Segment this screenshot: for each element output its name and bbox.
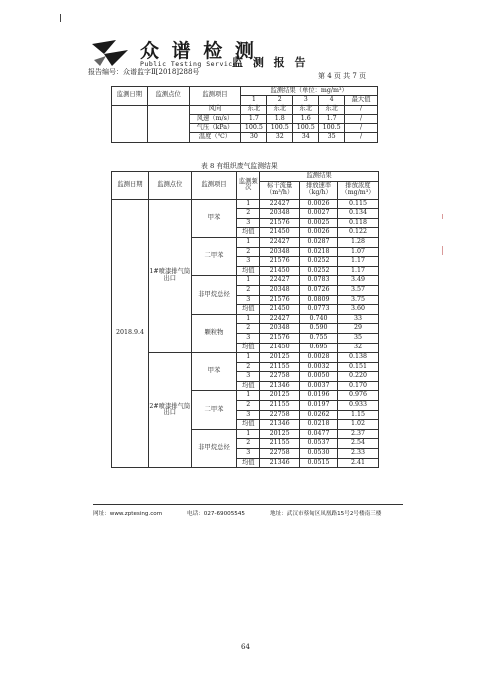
value-cell: 1.7: [319, 114, 345, 123]
col-frequency: 监测频次: [237, 172, 260, 200]
value-cell: 0.151: [338, 362, 379, 372]
col-point: 监测点位: [148, 172, 191, 200]
value-cell: 0.220: [338, 372, 379, 382]
value-cell: 35: [319, 133, 345, 142]
value-cell: /: [345, 114, 378, 123]
frequency-cell: 均值: [237, 381, 260, 391]
value-cell: 0.122: [338, 228, 379, 238]
value-cell: 0.740: [300, 314, 338, 324]
item-cell: 二甲苯: [191, 391, 237, 429]
footer-address: 地址：武汉市蔡甸区凤凰路15号2号楼南三楼: [270, 511, 382, 517]
value-cell: 100.5: [267, 124, 293, 133]
page-info: 第 4 页 共 7 页: [318, 72, 367, 80]
value-cell: /: [345, 133, 378, 142]
value-cell: 20348: [260, 247, 300, 257]
frequency-cell: 1: [237, 276, 260, 286]
value-cell: 0.0218: [300, 247, 338, 257]
value-cell: 21155: [260, 362, 300, 372]
value-cell: 3.49: [338, 276, 379, 286]
date-cell: 2018.9.4: [112, 199, 149, 468]
item-cell: 非甲烷总烃: [191, 429, 237, 467]
footer-divider: [93, 504, 403, 505]
value-cell: 2.41: [338, 458, 379, 468]
frequency-cell: 均值: [237, 305, 260, 315]
value-cell: 1.07: [338, 247, 379, 257]
value-cell: 30: [241, 133, 267, 142]
col-date: 监测日期: [112, 172, 149, 200]
subcol: 1: [241, 96, 267, 105]
value-cell: 20348: [260, 285, 300, 295]
frequency-cell: 1: [237, 391, 260, 401]
value-cell: 东北: [241, 105, 267, 114]
value-cell: 100.5: [293, 124, 319, 133]
value-cell: 3.75: [338, 295, 379, 305]
frequency-cell: 2: [237, 247, 260, 257]
value-cell: 1.17: [338, 266, 379, 276]
frequency-cell: 均值: [237, 266, 260, 276]
value-cell: 21346: [260, 420, 300, 430]
frequency-cell: 3: [237, 410, 260, 420]
value-cell: 0.0037: [300, 381, 338, 391]
value-cell: 0.138: [338, 353, 379, 363]
item-cell: 颗粒物: [191, 314, 237, 352]
value-cell: 0.933: [338, 401, 379, 411]
value-cell: 22427: [260, 199, 300, 209]
value-cell: 20348: [260, 209, 300, 219]
value-cell: 2.54: [338, 439, 379, 449]
footer-website: 网址：www.zptesing.com: [93, 511, 163, 517]
value-cell: 21346: [260, 458, 300, 468]
col-result: 监测结果: [260, 172, 379, 182]
value-cell: 0.0252: [300, 266, 338, 276]
page-number: 64: [241, 643, 250, 651]
value-cell: 0.695: [300, 343, 338, 353]
value-cell: 21576: [260, 333, 300, 343]
value-cell: /: [345, 124, 378, 133]
value-cell: 0.0025: [300, 218, 338, 228]
value-cell: 0.0773: [300, 305, 338, 315]
value-cell: 0.0809: [300, 295, 338, 305]
value-cell: 22427: [260, 276, 300, 286]
value-cell: 东北: [319, 105, 345, 114]
value-cell: 100.5: [319, 124, 345, 133]
empty-cell: [112, 105, 148, 142]
value-cell: 1.17: [338, 257, 379, 267]
value-cell: 20125: [260, 429, 300, 439]
value-cell: 21155: [260, 439, 300, 449]
value-cell: 0.0027: [300, 209, 338, 219]
col-point: 监测点位: [147, 87, 189, 106]
value-cell: 1.6: [293, 114, 319, 123]
value-cell: 21450: [260, 305, 300, 315]
value-cell: 32: [338, 343, 379, 353]
frequency-cell: 2: [237, 285, 260, 295]
value-cell: 1.8: [267, 114, 293, 123]
scan-mark: [60, 14, 61, 22]
value-cell: 1.28: [338, 237, 379, 247]
frequency-cell: 3: [237, 449, 260, 459]
value-cell: 0.0537: [300, 439, 338, 449]
brand-name: 众 谱 检 测: [140, 40, 257, 62]
value-cell: 34: [293, 133, 319, 142]
value-cell: 0.0026: [300, 228, 338, 238]
value-cell: 3.60: [338, 305, 379, 315]
value-cell: 21576: [260, 257, 300, 267]
scan-mark: [442, 214, 443, 219]
item-cell: 温度（℃）: [189, 133, 241, 142]
value-cell: 32: [267, 133, 293, 142]
value-cell: 0.590: [300, 324, 338, 334]
value-cell: 22758: [260, 449, 300, 459]
col-flow: 标干流量（m³/h）: [260, 181, 300, 199]
subcol: 4: [319, 96, 345, 105]
scan-mark: [442, 246, 443, 255]
frequency-cell: 1: [237, 314, 260, 324]
frequency-cell: 1: [237, 429, 260, 439]
empty-cell: [147, 105, 189, 142]
value-cell: 0.0287: [300, 237, 338, 247]
value-cell: 29: [338, 324, 379, 334]
subcol: 最大值: [345, 96, 378, 105]
item-cell: 风速（m/s）: [189, 114, 241, 123]
value-cell: 1.15: [338, 410, 379, 420]
value-cell: 33: [338, 314, 379, 324]
table8-title: 表 8 有组织废气监测结果: [201, 162, 278, 170]
frequency-cell: 1: [237, 199, 260, 209]
value-cell: 0.115: [338, 199, 379, 209]
value-cell: 0.118: [338, 218, 379, 228]
frequency-cell: 1: [237, 237, 260, 247]
frequency-cell: 3: [237, 257, 260, 267]
table-row: [112, 353, 379, 363]
value-cell: 1.7: [241, 114, 267, 123]
col-result: 监测结果（单位：mg/m³）: [241, 87, 378, 96]
value-cell: 22758: [260, 410, 300, 420]
value-cell: 东北: [293, 105, 319, 114]
value-cell: 21346: [260, 381, 300, 391]
value-cell: 0.0783: [300, 276, 338, 286]
col-date: 监测日期: [112, 87, 148, 106]
report-title: 监 测 报 告: [232, 56, 309, 69]
item-cell: 甲苯: [191, 353, 237, 391]
subcol: 2: [267, 96, 293, 105]
frequency-cell: 1: [237, 353, 260, 363]
item-cell: 风向: [189, 105, 241, 114]
value-cell: 0.0252: [300, 257, 338, 267]
value-cell: 20348: [260, 324, 300, 334]
table-row: [112, 199, 379, 209]
value-cell: 20125: [260, 391, 300, 401]
company-logo-icon: [90, 38, 130, 68]
value-cell: 0.0197: [300, 401, 338, 411]
frequency-cell: 2: [237, 401, 260, 411]
value-cell: 0.976: [338, 391, 379, 401]
report-number: 报告编号：众谱监字Ⅱ[2018]288号: [88, 68, 200, 76]
frequency-cell: 3: [237, 295, 260, 305]
item-cell: 甲苯: [191, 199, 237, 237]
frequency-cell: 3: [237, 218, 260, 228]
item-cell: 二甲苯: [191, 237, 237, 275]
brand-english: Public Testing Service: [140, 60, 238, 68]
value-cell: 0.170: [338, 381, 379, 391]
value-cell: 22427: [260, 237, 300, 247]
frequency-cell: 3: [237, 372, 260, 382]
frequency-cell: 2: [237, 362, 260, 372]
frequency-cell: 2: [237, 324, 260, 334]
value-cell: 21450: [260, 343, 300, 353]
value-cell: 0.755: [300, 333, 338, 343]
value-cell: 35: [338, 333, 379, 343]
value-cell: 2.33: [338, 449, 379, 459]
value-cell: 0.0726: [300, 285, 338, 295]
col-rate: 排放速率（kg/h）: [300, 181, 338, 199]
value-cell: /: [345, 105, 378, 114]
subcol: 3: [293, 96, 319, 105]
value-cell: 100.5: [241, 124, 267, 133]
point-cell: 2#喷漆排气筒出口: [148, 353, 191, 468]
value-cell: 21450: [260, 228, 300, 238]
value-cell: 21155: [260, 401, 300, 411]
table-row: [112, 105, 378, 114]
col-concentration: 排放浓度（mg/m³）: [338, 181, 379, 199]
value-cell: 21576: [260, 295, 300, 305]
frequency-cell: 均值: [237, 420, 260, 430]
emission-table: [111, 171, 379, 468]
value-cell: 0.0032: [300, 362, 338, 372]
value-cell: 20125: [260, 353, 300, 363]
frequency-cell: 2: [237, 439, 260, 449]
value-cell: 0.0026: [300, 199, 338, 209]
value-cell: 2.37: [338, 429, 379, 439]
point-cell: 1#喷漆排气筒出口: [148, 199, 191, 353]
value-cell: 0.0515: [300, 458, 338, 468]
weather-table: [111, 86, 378, 143]
value-cell: 0.134: [338, 209, 379, 219]
frequency-cell: 3: [237, 333, 260, 343]
value-cell: 0.0530: [300, 449, 338, 459]
footer-phone: 电话：027-69005545: [187, 511, 245, 517]
value-cell: 0.0050: [300, 372, 338, 382]
value-cell: 22427: [260, 314, 300, 324]
value-cell: 0.0028: [300, 353, 338, 363]
value-cell: 东北: [267, 105, 293, 114]
item-cell: 非甲烷总烃: [191, 276, 237, 314]
col-item: 监测项目: [189, 87, 241, 106]
value-cell: 21576: [260, 218, 300, 228]
value-cell: 1.02: [338, 420, 379, 430]
col-item: 监测项目: [191, 172, 237, 200]
frequency-cell: 均值: [237, 343, 260, 353]
frequency-cell: 均值: [237, 228, 260, 238]
value-cell: 3.57: [338, 285, 379, 295]
value-cell: 21450: [260, 266, 300, 276]
value-cell: 22758: [260, 372, 300, 382]
value-cell: 0.0262: [300, 410, 338, 420]
value-cell: 0.0196: [300, 391, 338, 401]
frequency-cell: 2: [237, 209, 260, 219]
value-cell: 0.0477: [300, 429, 338, 439]
frequency-cell: 均值: [237, 458, 260, 468]
value-cell: 0.0218: [300, 420, 338, 430]
item-cell: 气压（kPa）: [189, 124, 241, 133]
